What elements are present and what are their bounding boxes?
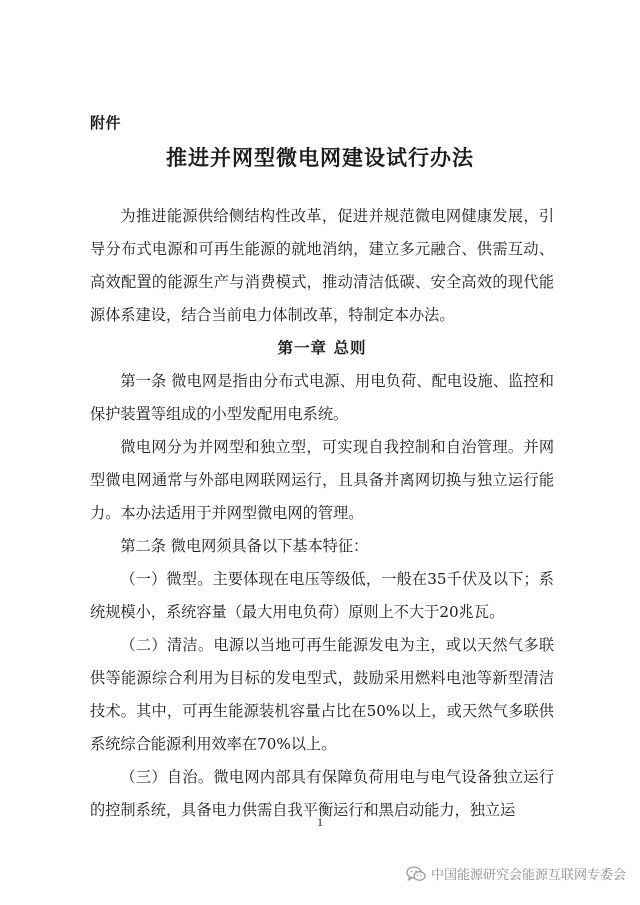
watermark-text: 中国能源研究会能源互联网专委会 [430,868,626,883]
feature-3-paragraph: （三）自治。微电网内部具有保障负荷用电与电气设备独立运行的控制系统，具备电力供需自我平衡运行和黑启动能力，独立运 [90,768,554,819]
watermark [406,864,626,883]
article-2-paragraph: 第二条 微电网须具备以下基本特征： [120,537,369,555]
article-1-note-paragraph: 微电网分为并网型和独立型，可实现自我控制和自治管理。并网型微电网通常与外部电网联网运行，且具备并离网切换与独立运行能力。本办法适用于并网型微电网的管理。 [90,438,554,522]
wechat-icon [406,866,426,882]
page-number: 1 [317,815,323,829]
document-title: 推进并网型微电网建设试行办法 [166,146,474,170]
attachment-label: 附件 [90,114,122,132]
document-body [90,200,554,827]
feature-1-paragraph: （一）微型。主要体现在电压等级低，一般在35千伏及以下；系统规模小，系统容量（最大用电负荷）原则上不大于20兆瓦。 [90,570,554,621]
article-1-paragraph: 第一条 微电网是指由分布式电源、用电负荷、配电设施、监控和保护装置等组成的小型发配用电系统。 [90,372,554,423]
chapter-heading: 第一章 总则 [277,339,367,357]
intro-paragraph: 为推进能源供给侧结构性改革，促进并规范微电网健康发展，引导分布式电源和可再生能源的就地消纳，建立多元融合、供需互动、高效配置的能源生产与消费模式，推动清洁低碳、安全高效的现代能源体系建设，结合当前电力体制改革，特制定本办法。 [90,207,554,324]
feature-2-paragraph: （二）清洁。电源以当地可再生能源发电为主，或以天然气多联供等能源综合利用为目标的发电型式，鼓励采用燃料电池等新型清洁技术。其中，可再生能源装机容量占比在50%以上，或天然气多联供系统综合能源利用效率在70%以上。 [90,636,554,753]
